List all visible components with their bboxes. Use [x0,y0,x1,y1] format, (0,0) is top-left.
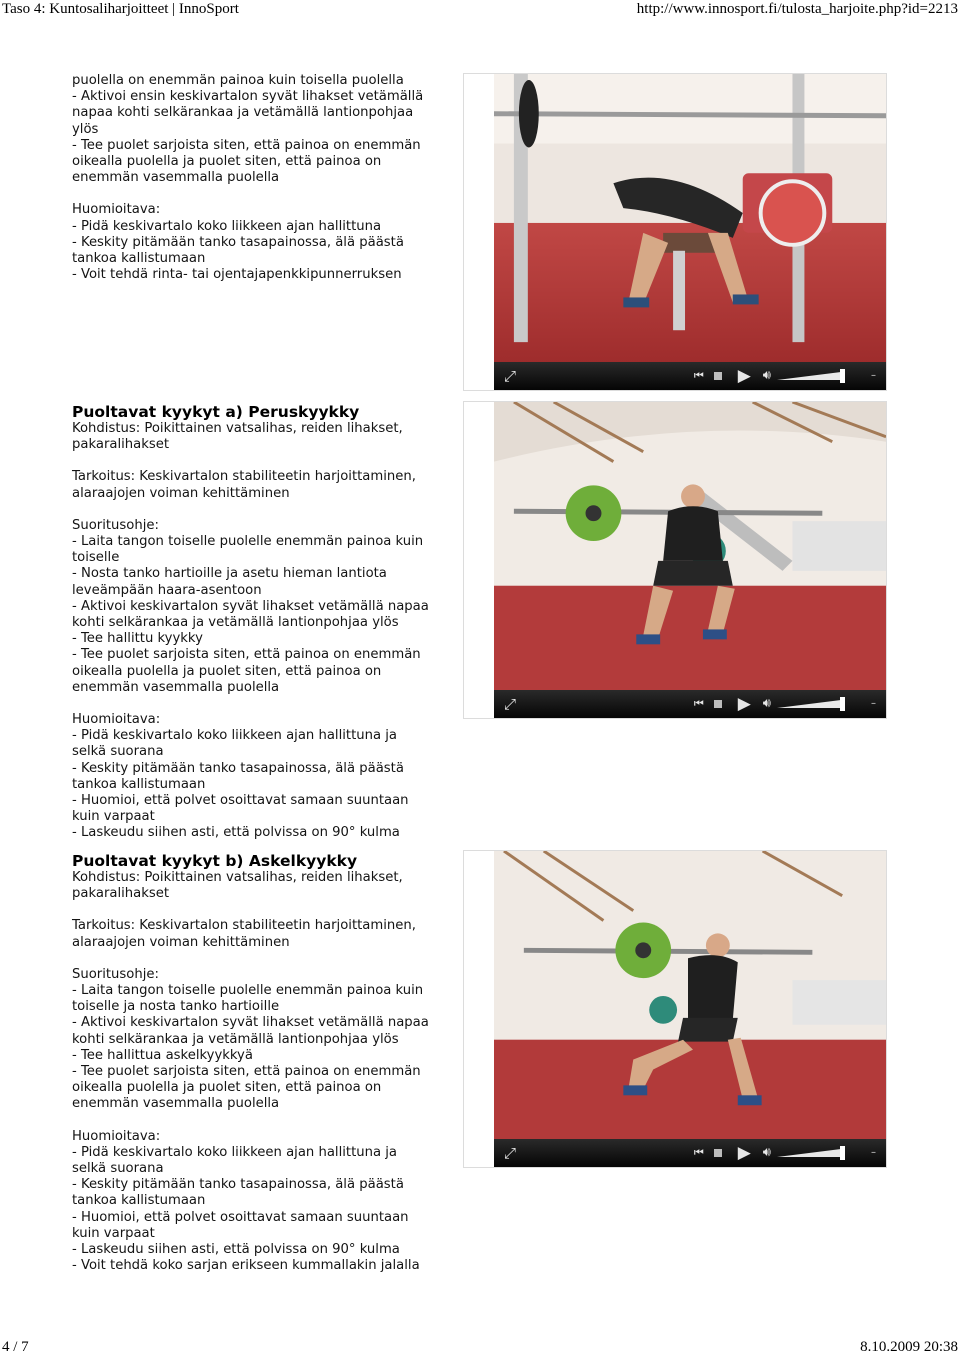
text-line: - Laskeudu siihen asti, että polvissa on 90° kulma [72,825,400,841]
tarkoitus-lines [72,469,457,501]
lunge-photo [494,851,886,1139]
text-line: oikealla puolella ja puolet siten, että painoa on [72,154,382,170]
menu-dash-icon[interactable]: – [871,698,876,709]
text-line: - Tee hallittu kyykky [72,631,203,647]
text-line: oikealla puolella ja puolet siten, että painoa on [72,663,382,679]
text-line: leveämpään haara-asentoon [72,582,262,598]
notes-lines [72,1145,457,1275]
text-line: enemmän vasemmalla puolella [72,1096,280,1112]
play-icon[interactable]: ▶ [737,694,751,714]
exercise-askelkyykky [72,852,457,1274]
text-line: - Pidä keskivartalo koko liikkeen ajan hallittuna ja [72,728,397,744]
text-line: - Keskity pitämään tanko tasapainossa, älä päästä [72,760,404,776]
notes-lines [72,219,457,284]
fullscreen-icon[interactable]: ⤢ [504,695,517,713]
stop-icon[interactable] [714,372,722,380]
video-controls [494,690,886,718]
rewind-icon[interactable]: ⏮ [693,697,704,710]
text-line: - Keskity pitämään tanko tasapainossa, älä päästä [72,234,404,250]
print-footer [0,1338,960,1357]
text-line: kohti selkärankaa ja vetämällä lantionpohjaa ylös [72,615,399,631]
text-line: puolella on enemmän painoa kuin toisella puolella [72,73,404,88]
kohdistus-lines [72,870,457,902]
notes-label: Huomioitava: [72,202,161,218]
print-header [0,0,960,20]
text-line: Kohdistus: Poikittainen vatsalihas, reiden lihakset, [72,421,403,436]
text-line: - Tee puolet sarjoista siten, että painoa on enemmän [72,1064,421,1080]
volume-icon[interactable]: 🔊︎ [762,368,771,383]
print-header-url: http://www.innosport.fi/tulosta_harjoite.php?id=2213 [636,1,958,17]
text-line: selkä suorana [72,1161,164,1177]
video-frame-askelkyykky[interactable] [494,851,886,1139]
volume-slider[interactable] [777,1149,847,1157]
text-line: kuin varpaat [72,1225,155,1241]
text-line: - Laita tangon toiselle puolelle enemmän painoa kuin [72,983,424,999]
play-icon[interactable]: ▶ [737,1143,751,1163]
text-line: - Aktivoi keskivartalon syvät lihakset vetämällä napaa [72,598,429,614]
page-number: 4 / 7 [2,1339,29,1355]
text-line: kuin varpaat [72,809,155,825]
text-line: - Aktivoi keskivartalon syvät lihakset vetämällä napaa [72,1015,429,1031]
volume-icon[interactable]: 🔊︎ [762,696,771,711]
text-line: alaraajojen voiman kehittäminen [72,934,290,950]
menu-dash-icon[interactable]: – [871,1147,876,1158]
text-line: ylös [72,121,99,137]
text-line: selkä suorana [72,744,164,760]
section-title-peruskyykky: Puoltavat kyykyt a) Peruskyykky [72,403,360,421]
text-line: - Voit tehdä rinta- tai ojentajapenkkipunnerruksen [72,267,402,283]
tarkoitus-lines [72,918,457,950]
stop-icon[interactable] [714,700,722,708]
text-line: napaa kohti selkärankaa ja vetämällä lantionpohjaa [72,105,414,121]
print-timestamp: 8.10.2009 20:38 [860,1339,958,1355]
fullscreen-icon[interactable]: ⤢ [504,1144,517,1162]
text-line: pakaralihakset [72,437,170,453]
video-controls [494,1139,886,1167]
volume-slider[interactable] [777,372,847,380]
section-title-askelkyykky: Puoltavat kyykyt b) Askelkyykky [72,852,358,870]
text-line: - Pidä keskivartalo koko liikkeen ajan hallittuna ja [72,1144,397,1160]
kohdistus-lines [72,421,457,453]
steps-lines [72,534,457,696]
video-player-bench-press[interactable] [463,73,887,391]
notes-label: Huomioitava: [72,712,161,728]
text-line: - Keskity pitämään tanko tasapainossa, älä päästä [72,1177,404,1193]
exercise-peruskyykky [72,403,457,842]
play-icon[interactable]: ▶ [737,366,751,386]
text-line: - Voit tehdä koko sarjan erikseen kummallakin jalalla [72,1258,420,1274]
video-frame-bench-press[interactable] [494,74,886,362]
text-line: alaraajojen voiman kehittäminen [72,485,290,501]
suoritusohje-label: Suoritusohje: [72,966,159,982]
text-line: - Huomioi, että polvet osoittavat samaan suuntaan [72,793,409,809]
squat-photo [494,402,886,690]
text-line: - Huomioi, että polvet osoittavat samaan suuntaan [72,1209,409,1225]
video-frame-peruskyykky[interactable] [494,402,886,690]
text-line: enemmän vasemmalla puolella [72,170,280,186]
text-line: Tarkoitus: Keskivartalon stabiliteetin harjoittaminen, [72,469,416,485]
video-player-peruskyykky[interactable] [463,401,887,719]
text-line: tankoa kallistumaan [72,1193,206,1209]
text-line: toiselle [72,550,120,566]
text-line: enemmän vasemmalla puolella [72,679,280,695]
text-line: Kohdistus: Poikittainen vatsalihas, reiden lihakset, [72,870,403,885]
rewind-icon[interactable]: ⏮ [693,1146,704,1159]
steps-lines [72,983,457,1113]
text-line: pakaralihakset [72,886,170,902]
text-line: - Laskeudu siihen asti, että polvissa on 90° kulma [72,1242,400,1258]
text-line: - Aktivoi ensin keskivartalon syvät lihakset vetämällä [72,89,424,105]
print-header-title: Taso 4: Kuntosaliharjoitteet | InnoSport [2,1,239,17]
text-line: - Tee puolet sarjoista siten, että painoa on enemmän [72,137,421,153]
text-line: tankoa kallistumaan [72,776,206,792]
text-line: kohti selkärankaa ja vetämällä lantionpohjaa ylös [72,1031,399,1047]
video-player-askelkyykky[interactable] [463,850,887,1168]
stop-icon[interactable] [714,1149,722,1157]
bench-press-photo [494,74,886,362]
fullscreen-icon[interactable]: ⤢ [504,367,517,385]
text-line: - Pidä keskivartalo koko liikkeen ajan hallittuna [72,218,382,234]
text-line: toiselle ja nosta tanko hartioille [72,999,280,1015]
suoritusohje-label: Suoritusohje: [72,517,159,533]
notes-label: Huomioitava: [72,1128,161,1144]
volume-slider[interactable] [777,700,847,708]
text-line: - Nosta tanko hartioille ja asetu hieman lantiota [72,566,387,582]
menu-dash-icon[interactable]: – [871,370,876,381]
text-line: oikealla puolella ja puolet siten, että painoa on [72,1080,382,1096]
instruction-lines [72,73,457,186]
notes-lines [72,728,457,841]
text-line: - Laita tangon toiselle puolelle enemmän painoa kuin [72,534,424,550]
video-controls [494,362,886,390]
text-line: - Tee puolet sarjoista siten, että painoa on enemmän [72,647,421,663]
exercise-continued-text [72,73,457,283]
text-line: Tarkoitus: Keskivartalon stabiliteetin harjoittaminen, [72,918,416,934]
text-line: tankoa kallistumaan [72,251,206,267]
text-line: - Tee hallittua askelkyykkyä [72,1047,253,1063]
rewind-icon[interactable]: ⏮ [693,369,704,382]
volume-icon[interactable]: 🔊︎ [762,1145,771,1160]
